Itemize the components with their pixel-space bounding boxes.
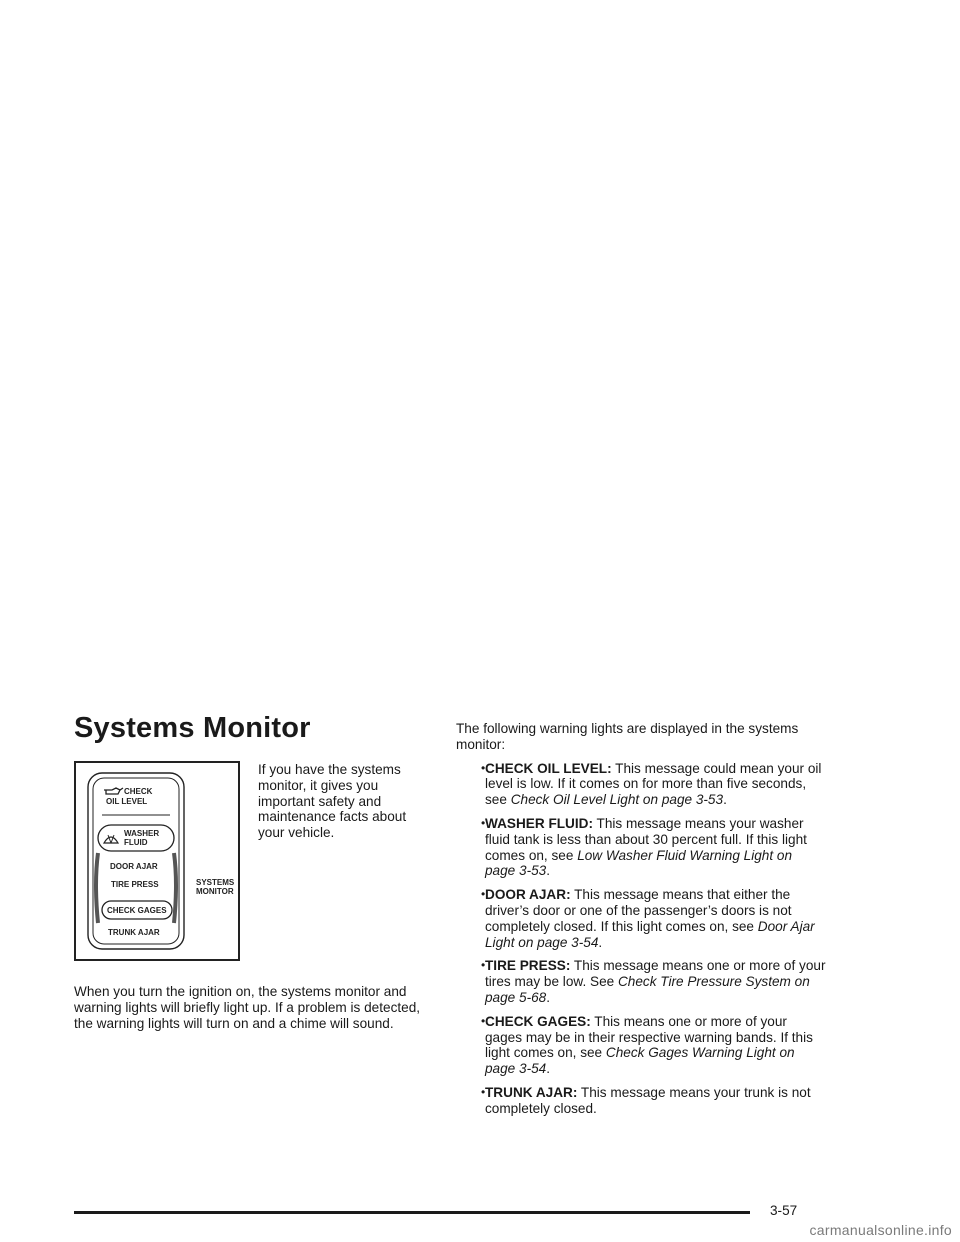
footer-rule	[74, 1211, 750, 1214]
warning-term: CHECK GAGES:	[485, 1013, 591, 1029]
warning-item	[456, 1085, 826, 1117]
warning-term: TRUNK AJAR:	[485, 1084, 578, 1100]
cross-reference: Low Washer Fluid Warning Light on page 3-53	[485, 847, 793, 879]
bullet: •	[481, 760, 486, 775]
bullet: •	[481, 1013, 486, 1028]
oil-can-icon	[104, 788, 123, 794]
warning-lights-intro: The following warning lights are displayed in the systems monitor:	[456, 721, 799, 752]
label-door-ajar: DOOR AJAR	[110, 862, 158, 871]
warning-text: This message means that either the driver’s door or one of the passenger’s doors is not completely closed. If this light comes on, see	[485, 887, 792, 934]
bullet: •	[481, 1084, 486, 1099]
panel-shade-right	[174, 853, 176, 923]
warning-lights-column	[456, 721, 826, 1117]
warning-term: WASHER FLUID:	[485, 815, 593, 831]
warning-item	[456, 1014, 826, 1077]
label-washer: WASHER	[124, 829, 160, 838]
warning-item	[456, 816, 826, 879]
warning-end: .	[546, 863, 551, 879]
label-systems: SYSTEMS	[196, 878, 235, 887]
warning-end: .	[598, 934, 603, 950]
warning-text: This message means your washer fluid tank is less than about 30 percent full. If this light comes on, see	[485, 815, 807, 863]
label-check: CHECK	[124, 787, 153, 796]
page-number: 3-57	[770, 1203, 798, 1218]
bullet: •	[481, 887, 486, 902]
panel-shade-left	[96, 853, 98, 923]
warning-item	[456, 887, 826, 950]
label-tire-press: TIRE PRESS	[111, 880, 159, 889]
warning-term: TIRE PRESS:	[485, 958, 571, 974]
systems-monitor-illustration	[76, 763, 238, 959]
cross-reference: Check Oil Level Light on page 3-53	[510, 792, 724, 808]
bullet: •	[481, 958, 486, 973]
watermark: carmanualsonline.info	[809, 1222, 952, 1238]
bullet: •	[481, 815, 486, 830]
warning-text: This message means one or more of your tires may be low. See	[485, 958, 826, 990]
warning-end: .	[723, 792, 727, 808]
label-fluid: FLUID	[124, 838, 148, 847]
cross-reference: Door Ajar Light on page 3-54	[485, 918, 815, 950]
warning-text: This means one or more of your gages may be in their respective warning bands. If this light comes on, see	[485, 1013, 813, 1061]
cross-reference: Check Gages Warning Light on page 3-54	[485, 1045, 795, 1077]
warning-text: This message could mean your oil level is low. If it comes on for more than five seconds, see	[485, 760, 822, 808]
warning-text: This message means your trunk is not completely closed.	[485, 1084, 811, 1116]
warning-term: CHECK OIL LEVEL:	[485, 760, 612, 776]
ignition-paragraph: When you turn the ignition on, the systems monitor and warning lights will briefly light up. If a problem is detected, the warning lights will turn on and a chime will sound.	[74, 984, 421, 1031]
warning-end: .	[546, 1061, 551, 1077]
systems-monitor-figure	[74, 761, 240, 961]
label-check-gages: CHECK GAGES	[107, 906, 167, 915]
cross-reference: Check Tire Pressure System on page 5-68	[485, 974, 810, 1005]
warning-term: DOOR AJAR:	[485, 887, 571, 903]
intro-text: If you have the systems monitor, it gives you important safety and maintenance facts about your vehicle.	[258, 762, 407, 841]
label-monitor: MONITOR	[196, 887, 234, 896]
washer-fluid-icon	[104, 835, 118, 843]
warning-item	[456, 761, 826, 808]
warning-list	[456, 761, 826, 1117]
label-oil-level: OIL LEVEL	[106, 797, 148, 806]
warning-item	[456, 958, 826, 1005]
warning-end: .	[546, 989, 551, 1005]
page-title: Systems Monitor	[74, 712, 311, 744]
label-trunk-ajar: TRUNK AJAR	[108, 928, 160, 937]
